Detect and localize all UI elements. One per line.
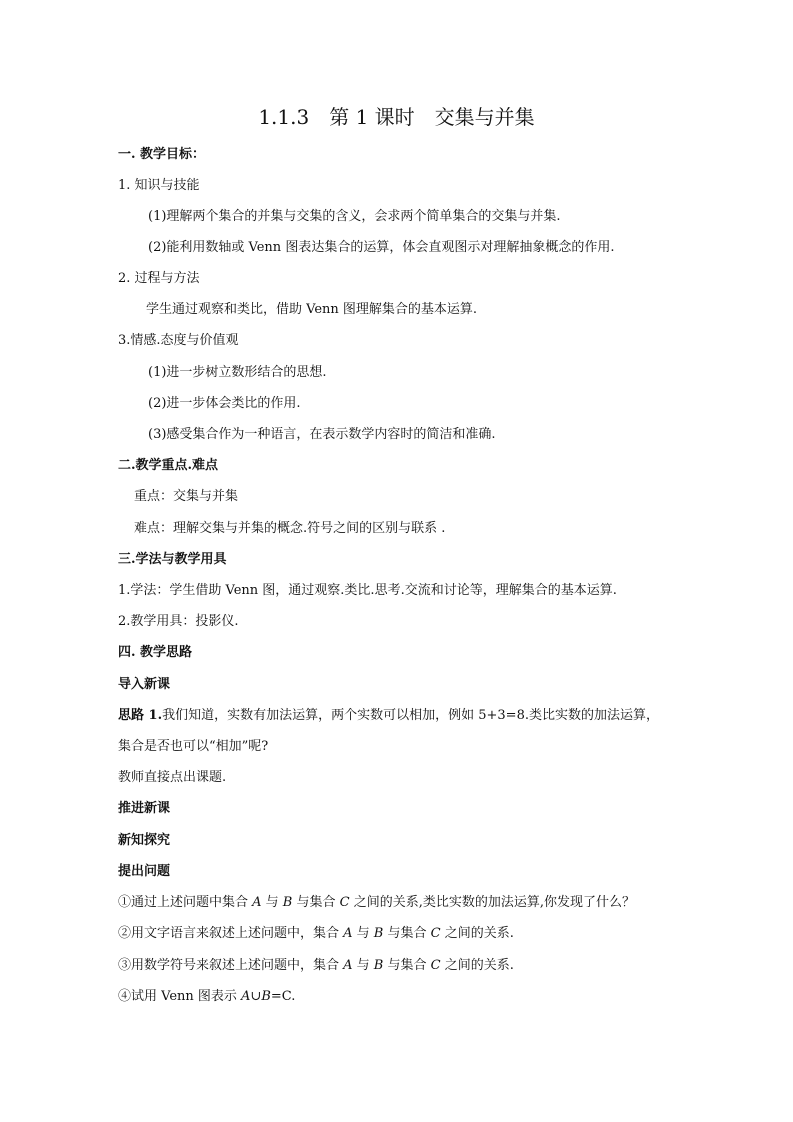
objectives-heading: 一. 教学目标： (118, 147, 206, 162)
emotion-item-2: (2)进一步体会类比的作用. (148, 396, 301, 411)
process-heading: 2. 过程与方法 (118, 271, 200, 286)
idea-continuation: 集合是否也可以“相加”呢? (118, 739, 269, 754)
methods-item-1: 1.学法：学生借助 Venn 图，通过观察.类比.思考.交流和讨论等，理解集合的基本运算. (118, 583, 617, 598)
advance-heading: 推进新课 (118, 801, 171, 816)
document-title: 1.1.3 第 1 课时 交集与并集 (258, 105, 535, 129)
question-4: ④试用 Venn 图表示 A∪B=C. (118, 989, 296, 1004)
methods-heading: 三.学法与教学用具 (118, 552, 227, 567)
knowledge-item-1: (1)理解两个集合的并集与交集的含义，会求两个简单集合的交集与并集. (148, 209, 561, 224)
question-2: ②用文字语言来叙述上述问题中，集合 A 与 B 与集合 C 之间的关系. (118, 926, 514, 941)
question-heading: 提出问题 (118, 864, 171, 879)
knowledge-heading: 1. 知识与技能 (118, 178, 200, 193)
idea-paragraph (118, 707, 659, 725)
process-item-1: 学生通过观察和类比，借助 Venn 图理解集合的基本运算. (146, 302, 478, 317)
teacher-note: 教师直接点出课题. (118, 770, 227, 785)
question-1: ①通过上述问题中集合 A 与 B 与集合 C 之间的关系,类比实数的加法运算,你发现了什么？ (118, 895, 635, 910)
knowledge-item-2: (2)能利用数轴或 Venn 图表达集合的运算，体会直观图示对理解抽象概念的作用. (148, 240, 615, 255)
approach-heading: 四. 教学思路 (118, 645, 193, 660)
explore-heading: 新知探究 (118, 833, 171, 848)
question-3: ③用数学符号来叙述上述问题中，集合 A 与 B 与集合 C 之间的关系. (118, 958, 514, 973)
idea-label: 思路 1. (118, 708, 163, 723)
emotion-item-1: (1)进一步树立数形结合的思想. (148, 365, 327, 380)
emotion-item-3: (3)感受集合作为一种语言，在表示数学内容时的简洁和准确. (148, 427, 496, 442)
focus-key: 重点：交集与并集 (134, 489, 239, 504)
focus-heading: 二.教学重点.难点 (118, 458, 219, 473)
focus-difficult: 难点：理解交集与并集的概念.符号之间的区别与联系 . (134, 521, 446, 536)
idea-text: 我们知道，实数有加法运算，两个实数可以相加，例如 5+3=8.类比实数的加法运算， (162, 708, 659, 723)
methods-item-2: 2.教学用具：投影仪. (118, 614, 239, 629)
emotion-heading: 3.情感.态度与价值观 (118, 333, 239, 348)
intro-heading: 导入新课 (118, 677, 171, 692)
